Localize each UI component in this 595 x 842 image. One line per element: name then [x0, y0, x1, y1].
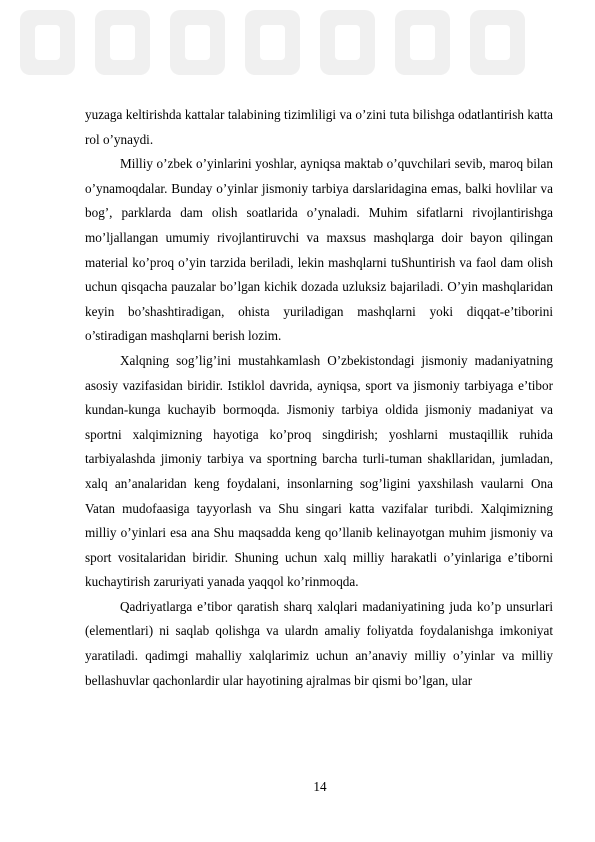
page-body: [85, 103, 553, 693]
paragraph-milliy-oyinlar: Milliy o’zbek o’yinlarini yoshlar, ayniqsa maktab o’quvchilari sevib, maroq bilan o’ynamoqdalar. Bunday o’yinlar jismoniy tarbiya darslaridagina emas, balki hovlilar va bog’, parklarda dam olish soatlarida o’ynaladi. Muhim sifatlarni rivojlantirishga mo’ljallangan umumiy rivojlantiruvchi va maxsus mashqlarga doir bayon qilingan material ko’proq o’yin tarzida beriladi, lekin mashqlarni tuShuntirish va faol dam olish uchun qisqacha pauzalar bo’lgan kichik dozada uzluksiz bajariladi. O’yin mashqlaridan keyin bo’shashtiradigan, ohista yuriladigan mashqlarni yoki diqqat-e’tiborini o’stiradigan mashqlarni berish lozim.: [85, 156, 553, 344]
page-number: 14: [313, 779, 327, 794]
watermark-logo: [0, 0, 595, 90]
paragraph-qadriyatlar: Qadriyatlarga e’tibor qaratish sharq xalqlari madaniyatining juda ko’p unsurlari (elementlari) ni saqlab qolishga va ulardn amaliy foliyatda foydalanishga imkoniyat yaratiladi. qadimgi mahalliy xalqlarimiz uchun an’anaviy milliy o’yinlar va milliy bellashuvlar qachonlardir ular hayotining ajralmas bir qismi bo’lgan, ular: [85, 598, 553, 688]
paragraph-xalq-sogligi: Xalqning sog’lig’ini mustahkamlash O’zbekistondagi jismoniy madaniyatning asosiy vazifasidan biridir. Istiklol davrida, ayniqsa, sport va jismoniy tarbiyaga e’tibor kundan-kunga kuchayib bormoqda. Jismoniy tarbiya oldida jismoniy madaniyat va sportni xalqimizning hayotiga ko’proq singdirish; yoshlarni mustaqillik ruhida tarbiyalashda jimoniy tarbiya va sportning barcha turli-tuman shakllaridan, jumladan, xalq an’analaridan keng foydalani, insonlarning sog’ligini yaxshilash vaularni Ona Vatan mudofaasiga tayyorlash va Shu singari katta vazifalar turibdi. Xalqimizning milliy o’yinlari esa ana Shu maqsadda keng qo’llanib kelinayotgan muhim jismoniy va sport vositalaridan biridir. Shuning uchun xalq milliy harakatli o’yinlariga e’tiborni kuchaytirish zaruriyati yanada yaqqol ko’rinmoqda.: [85, 352, 553, 590]
paragraph-continuation: yuzaga keltirishda kattalar talabining tizimliligi va o’zini tuta bilishga odatlantirish katta rol o’ynaydi.: [85, 107, 553, 147]
